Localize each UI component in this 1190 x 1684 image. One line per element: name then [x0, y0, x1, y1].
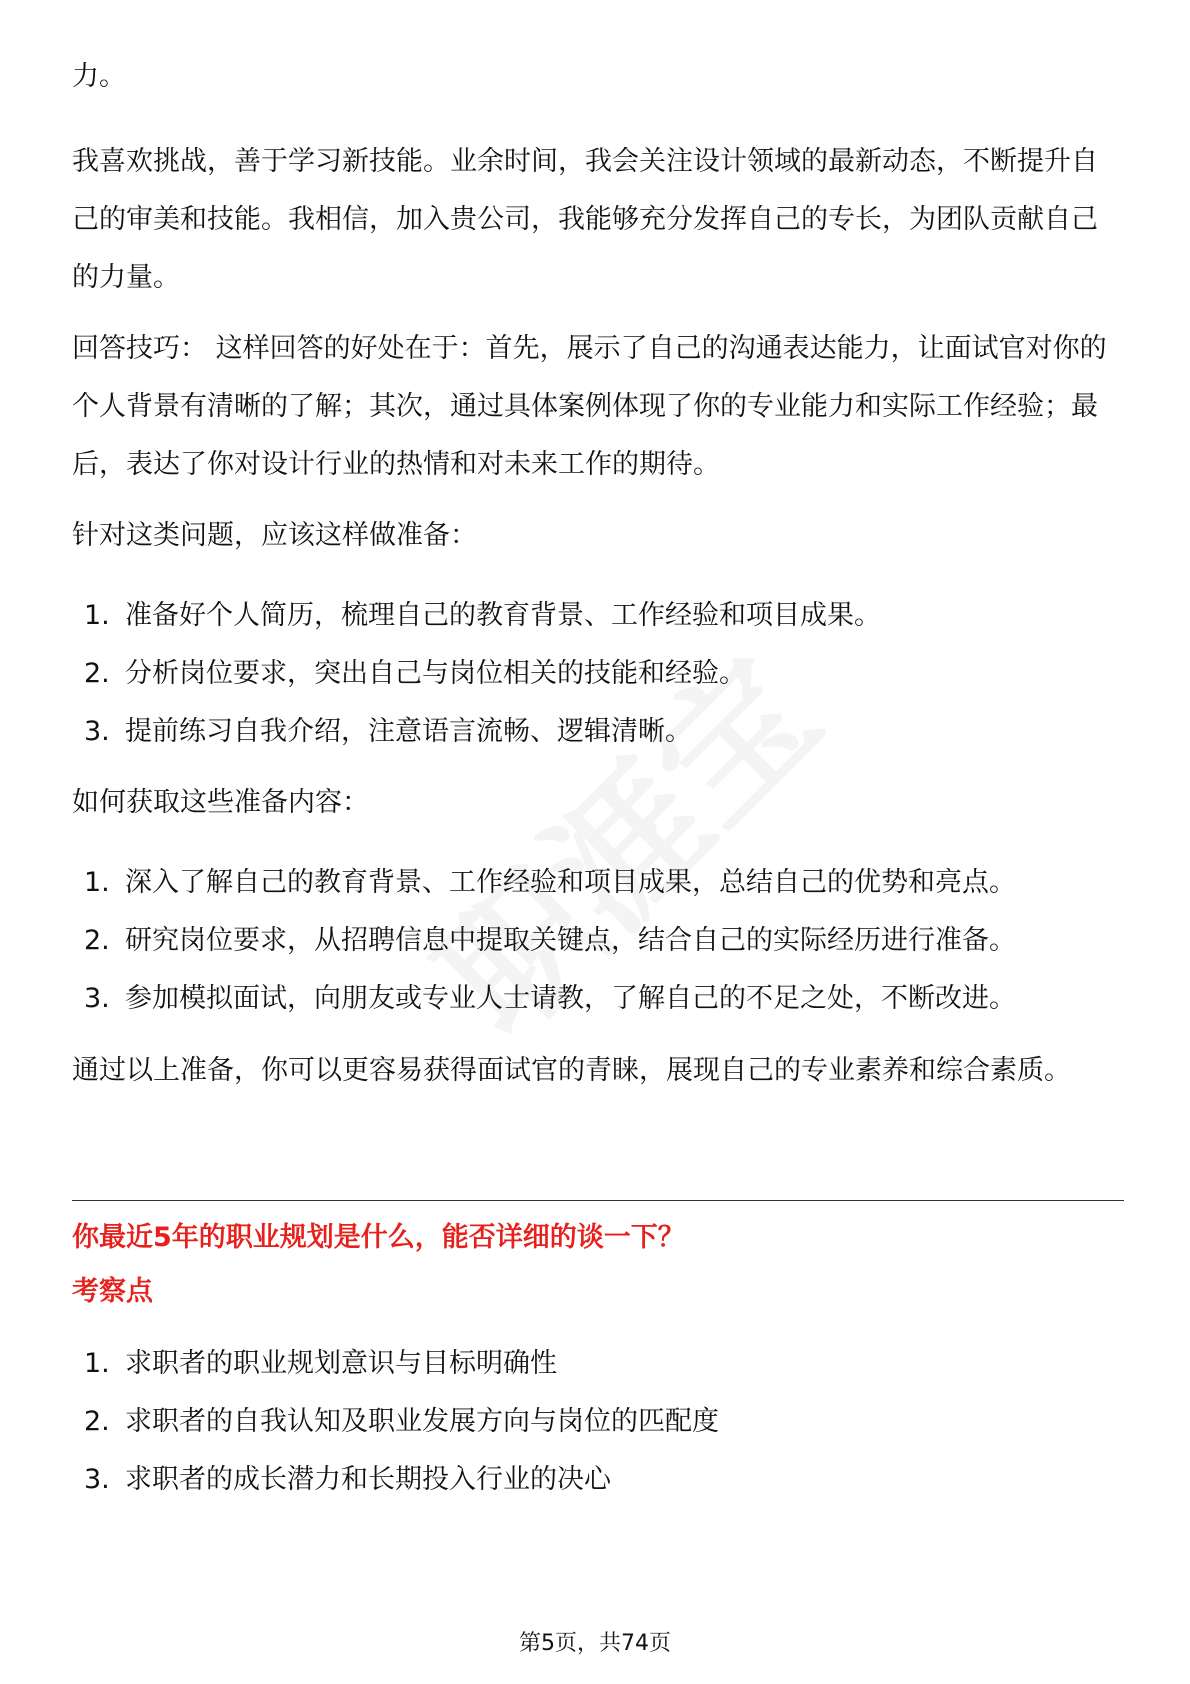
list-text: 研究岗位要求，从招聘信息中提取关键点，结合自己的实际经历进行准备。 [125, 925, 1016, 956]
list-item [72, 703, 1124, 761]
list-text: 参加模拟面试，向朋友或专业人士请教，了解自己的不足之处，不断改进。 [125, 983, 1016, 1014]
assessment-points-list [72, 1335, 1124, 1509]
question-title: 你最近5年的职业规划是什么，能否详细的谈一下？ [72, 1222, 685, 1253]
list-number: 3. [84, 983, 110, 1014]
list-item [72, 645, 1124, 703]
paragraph-continuation: 力。 [72, 61, 126, 92]
list-number: 3. [84, 716, 110, 747]
list-number: 1. [84, 600, 110, 631]
list-number: 2. [84, 1406, 110, 1437]
list-item [72, 854, 1124, 912]
paragraph-challenge: 我喜欢挑战，善于学习新技能。业余时间，我会关注设计领域的最新动态，不断提升自己的审美和技能。我相信，加入贵公司，我能够充分发挥自己的专长，为团队贡献自己的力量。 [72, 146, 1098, 293]
list-number: 2. [84, 658, 110, 689]
list-text: 提前练习自我介绍，注意语言流畅、逻辑清晰。 [125, 716, 692, 747]
list-number: 1. [84, 867, 110, 898]
list-item [72, 587, 1124, 645]
paragraph-prep-intro: 针对这类问题，应该这样做准备： [72, 520, 477, 551]
acquire-list [72, 854, 1124, 1028]
list-number: 3. [84, 1464, 110, 1495]
list-item [72, 912, 1124, 970]
paragraph-answer-tips: 回答技巧： 这样回答的好处在于：首先，展示了自己的沟通表达能力，让面试官对你的个人背景有清晰的了解；其次，通过具体案例体现了你的专业能力和实际工作经验；最后，表达了你对设计行业的热情和对未来工作的期待。 [72, 333, 1107, 480]
list-text: 求职者的成长潜力和长期投入行业的决心 [125, 1464, 611, 1495]
list-item [72, 1393, 1124, 1451]
list-text: 准备好个人简历，梳理自己的教育背景、工作经验和项目成果。 [125, 600, 881, 631]
list-text: 深入了解自己的教育背景、工作经验和项目成果，总结自己的优势和亮点。 [125, 867, 1016, 898]
list-text: 分析岗位要求，突出自己与岗位相关的技能和经验。 [125, 658, 746, 689]
list-item [72, 970, 1124, 1028]
list-item [72, 1451, 1124, 1509]
paragraph-acquire-intro: 如何获取这些准备内容： [72, 787, 369, 818]
list-text: 求职者的自我认知及职业发展方向与岗位的匹配度 [125, 1406, 719, 1437]
page-footer: 第5页，共74页 [519, 1631, 671, 1656]
list-text: 求职者的职业规划意识与目标明确性 [125, 1348, 557, 1379]
list-number: 2. [84, 925, 110, 956]
section-divider [72, 1200, 1124, 1201]
list-item [72, 1335, 1124, 1393]
paragraph-summary: 通过以上准备，你可以更容易获得面试官的青睐，展现自己的专业素养和综合素质。 [72, 1055, 1071, 1086]
question-subtitle: 考察点 [72, 1276, 153, 1307]
list-number: 1. [84, 1348, 110, 1379]
prep-list [72, 587, 1124, 761]
